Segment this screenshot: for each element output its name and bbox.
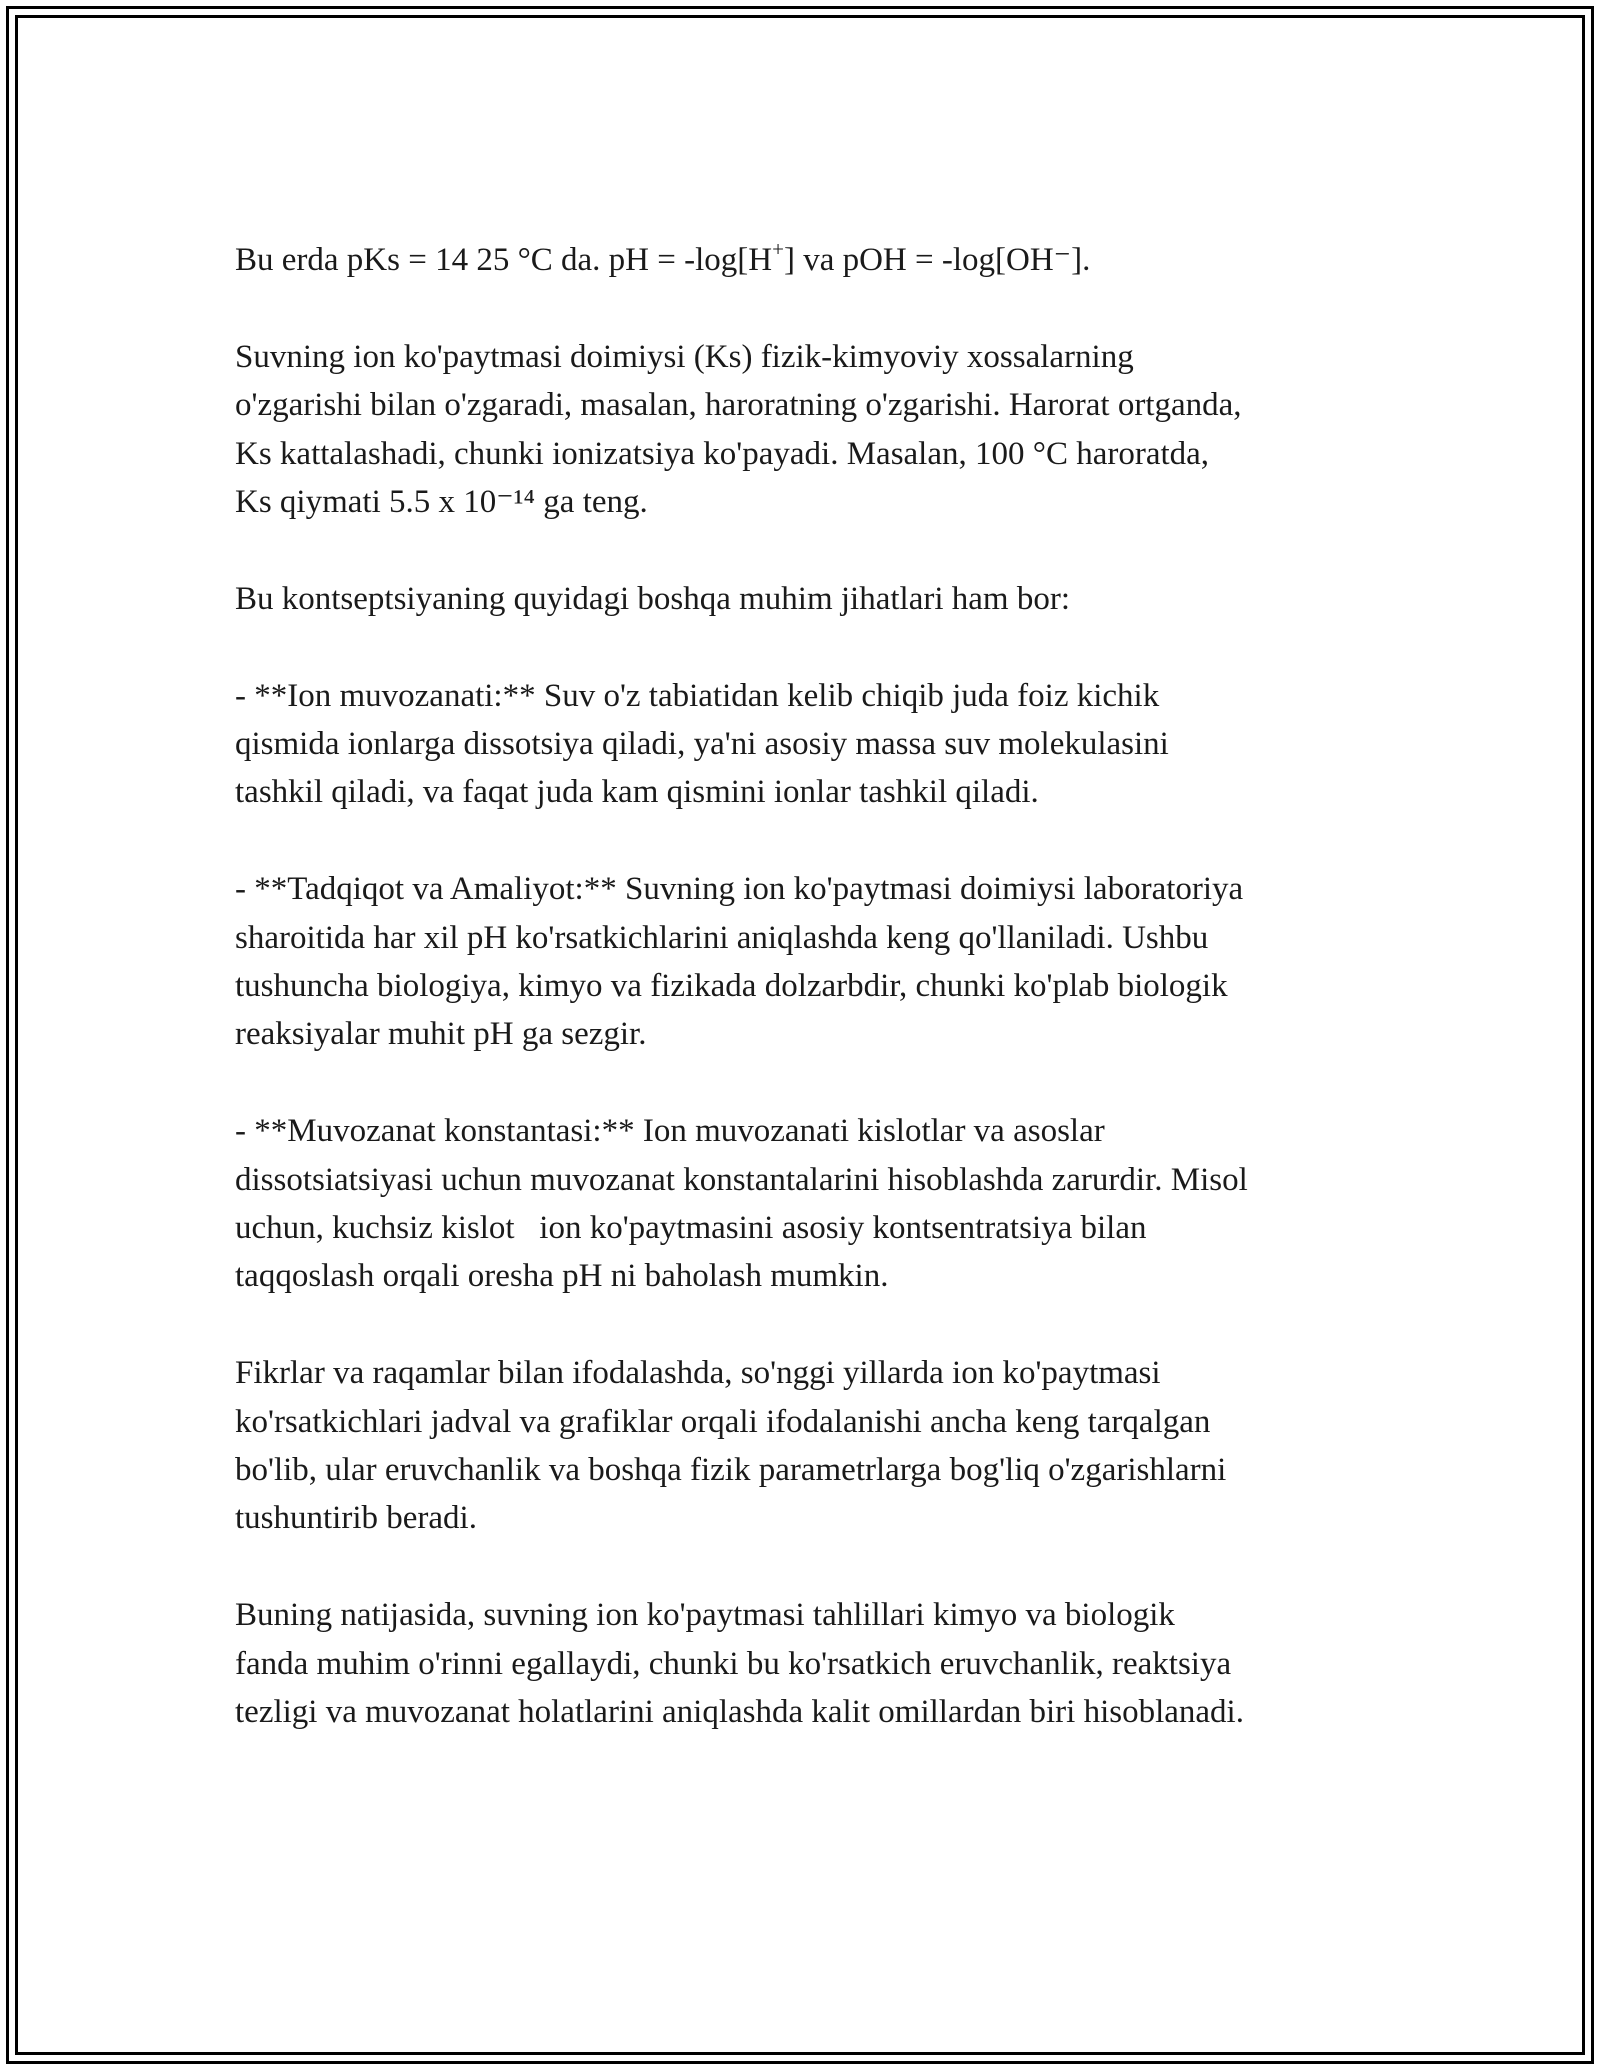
text-line: - **Ion muvozanati:** Suv o'z tabiatidan kelib chiqib juda foiz kichik: [235, 677, 1160, 714]
text-line: ko'rsatkichlari jadval va grafiklar orqali ifodalanishi ancha keng tarqalgan: [235, 1403, 1211, 1440]
document-body: [235, 236, 1385, 1785]
paragraph-pks-definition: [235, 236, 1385, 284]
text-line: reaksiyalar muhit pH ga sezgir.: [235, 1016, 647, 1053]
text-line: o'zgarishi bilan o'zgaradi, masalan, haroratning o'zgarishi. Harorat ortganda,: [235, 387, 1242, 424]
text-line: taqqoslash orqali oresha pH ni baholash mumkin.: [235, 1258, 889, 1295]
text-line: - **Muvozanat konstantasi:** Ion muvozanati kislotlar va asoslar: [235, 1113, 1105, 1150]
text-line: sharoitida har xil pH ko'rsatkichlarini aniqlashda keng qo'llaniladi. Ushbu: [235, 919, 1209, 956]
text-line: tezligi va muvozanat holatlarini aniqlashda kalit omillardan biri hisoblanadi.: [235, 1694, 1244, 1731]
text-run: ] va pOH = -log[OH⁻].: [783, 242, 1091, 278]
text-line: uchun, kuchsiz kislot ion ko'paytmasini asosiy kontsentratsiya bilan: [235, 1210, 1147, 1247]
text-line: Ks kattalashadi, chunki ionizatsiya ko'payadi. Masalan, 100 °C haroratda,: [235, 435, 1210, 472]
paragraph-aspects-intro: [235, 575, 1385, 623]
paragraph-research-practice: [235, 865, 1385, 1059]
text-line: bo'lib, ular eruvchanlik va boshqa fizik parametrlarga bog'liq o'zgarishlarni: [235, 1452, 1227, 1489]
paragraph-equilibrium-constant: [235, 1107, 1385, 1301]
text-line: tashkil qiladi, va faqat juda kam qismini ionlar tashkil qiladi.: [235, 774, 1039, 811]
text-run: Bu erda pKs = 14 25 °C da. pH = -log[H: [235, 242, 773, 278]
paragraph-ion-balance: [235, 672, 1385, 817]
paragraph-tables-graphs: [235, 1349, 1385, 1543]
paragraph-ks-temperature: [235, 333, 1385, 527]
text-line: Fikrlar va raqamlar bilan ifodalashda, so'nggi yillarda ion ko'paytmasi: [235, 1355, 1161, 1392]
text-line: tushuntirib beradi.: [235, 1500, 477, 1537]
text-line: [235, 236, 1385, 284]
text-line: Ks qiymati 5.5 x 10⁻¹⁴ ga teng.: [235, 484, 648, 521]
text-line: Suvning ion ko'paytmasi doimiysi (Ks) fizik-kimyoviy xossalarning: [235, 338, 1134, 375]
text-line: Buning natijasida, suvning ion ko'paytmasi tahlillari kimyo va biologik: [235, 1597, 1175, 1634]
paragraph-conclusion: [235, 1591, 1385, 1736]
text-line: fanda muhim o'rinni egallaydi, chunki bu ko'rsatkich eruvchanlik, reaktsiya: [235, 1645, 1232, 1682]
text-line: - **Tadqiqot va Amaliyot:** Suvning ion ko'paytmasi doimiysi laboratoriya: [235, 871, 1244, 908]
superscript-plus: +: [772, 237, 784, 261]
text-line: qismida ionlarga dissotsiya qiladi, ya'ni asosiy massa suv molekulasini: [235, 726, 1169, 763]
text-line: tushuncha biologiya, kimyo va fizikada dolzarbdir, chunki ko'plab biologik: [235, 968, 1228, 1005]
text-line: dissotsiatsiyasi uchun muvozanat konstantalarini hisoblashda zarurdir. Misol: [235, 1161, 1248, 1198]
text-line: Bu kontseptsiyaning quyidagi boshqa muhim jihatlari ham bor:: [235, 580, 1070, 617]
